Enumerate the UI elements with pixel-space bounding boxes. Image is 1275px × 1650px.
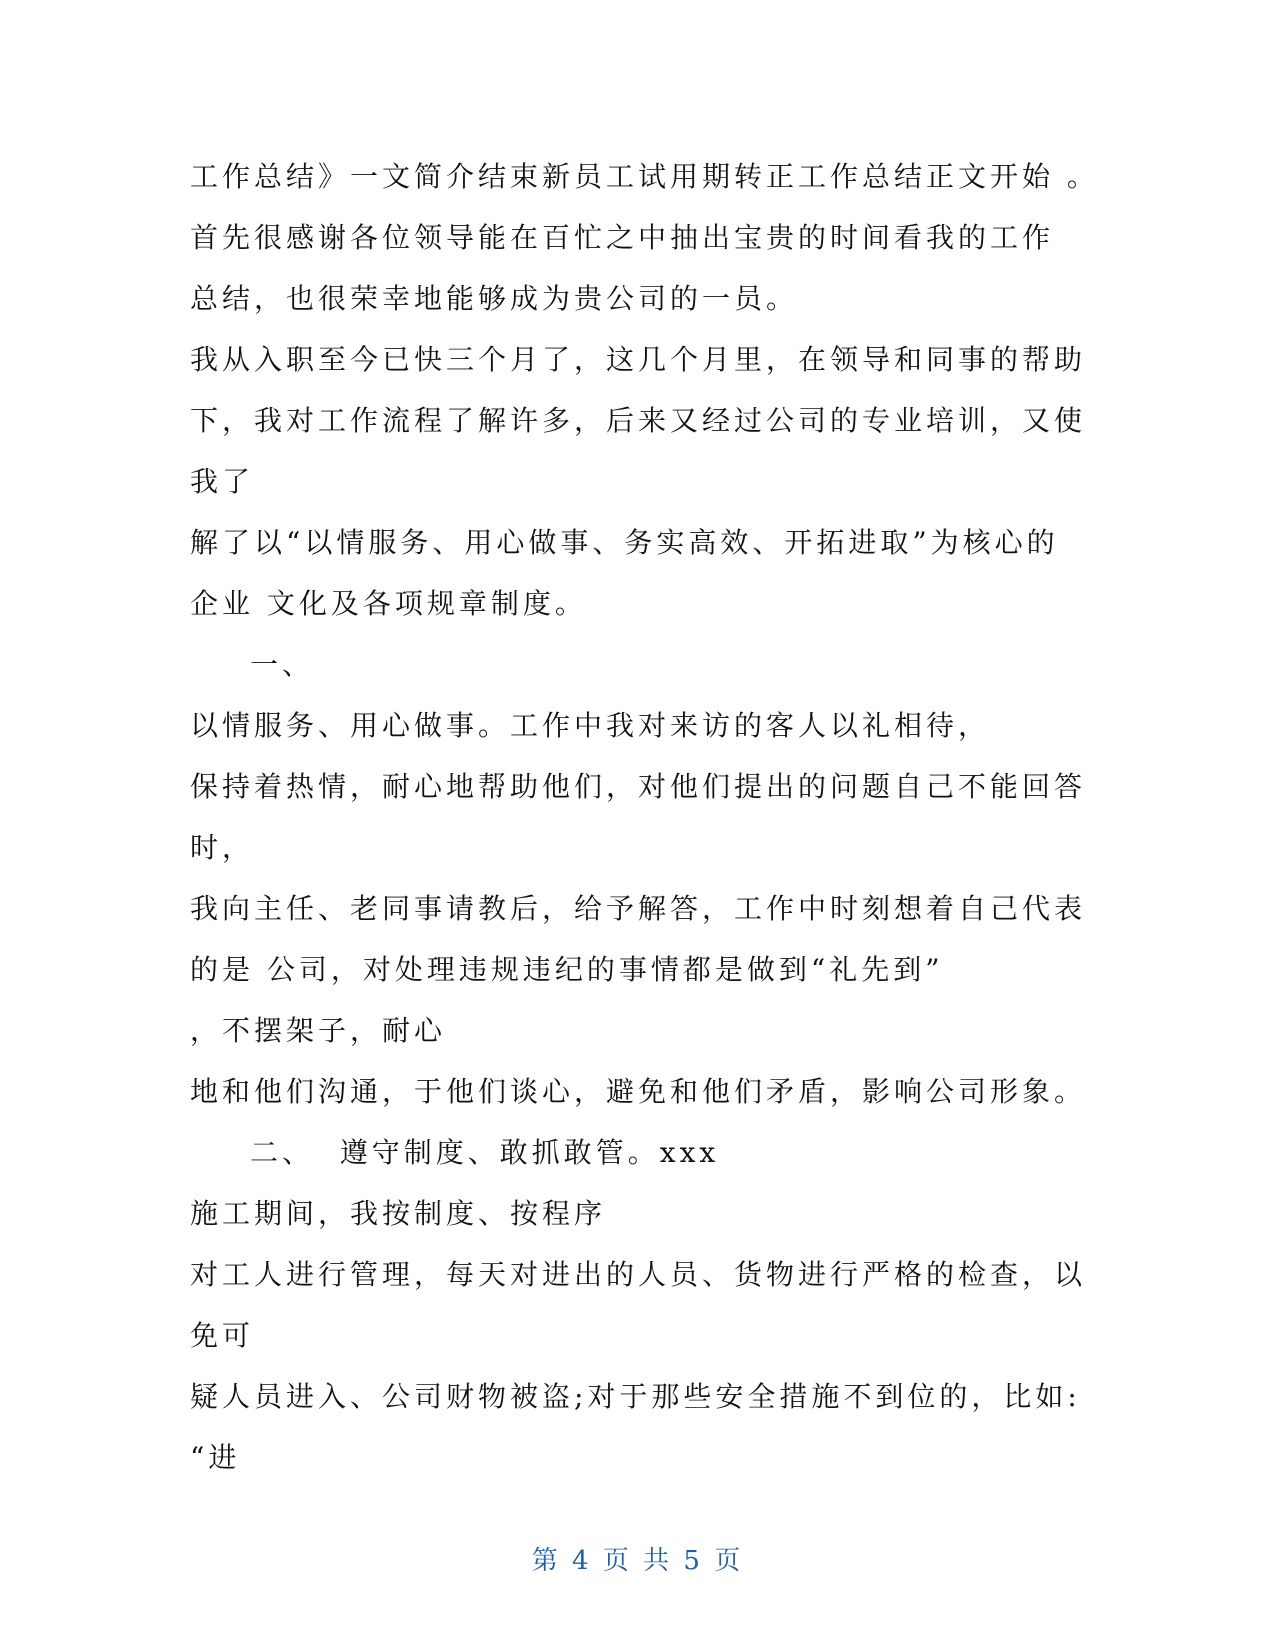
text-line: 一、	[250, 648, 315, 681]
text-line: 保持着热情，耐心地帮助他们，对他们提出的问题自己不能回答	[190, 770, 1087, 803]
page-footer: 第 4 页 共 5 页	[531, 1546, 744, 1576]
text-line: 地和他们沟通，于他们谈心，避免和他们矛盾，影响公司形象。	[190, 1075, 1087, 1108]
text-line: 二、 遵守制度、敢抓敢管。xxx	[250, 1136, 720, 1169]
text-line: 总结，也很荣幸地能够成为贵公司的一员。	[190, 282, 799, 315]
text-line: 施工期间，我按制度、按程序	[190, 1197, 607, 1230]
text-line: 免可	[190, 1319, 255, 1352]
text-line: 的是 公司，对处理违规违纪的事情都是做到“礼先到”	[190, 953, 944, 986]
text-line: 解了以“以情服务、用心做事、务实高效、开拓进取”为核心的	[190, 526, 1059, 559]
text-line: 以情服务、用心做事。工作中我对来访的客人以礼相待，	[190, 709, 991, 742]
text-line: 我从入职至今已快三个月了，这几个月里，在领导和同事的帮助	[190, 343, 1087, 376]
text-line: 企业 文化及各项规章制度。	[190, 587, 587, 620]
text-line: 下，我对工作流程了解许多，后来又经过公司的专业培训，又使	[190, 404, 1087, 437]
text-line: ，不摆架子，耐心	[190, 1014, 447, 1047]
text-line: 疑人员进入、公司财物被盗;对于那些安全措施不到位的，比如:	[190, 1380, 1081, 1413]
text-line: “进	[190, 1441, 241, 1474]
text-line: 工作总结》一文简介结束新员工试用期转正工作总结正文开始 。	[190, 160, 1099, 193]
text-line: 我向主任、老同事请教后，给予解答，工作中时刻想着自己代表	[190, 892, 1087, 925]
body-text	[190, 146, 1099, 1488]
text-line: 首先很感谢各位领导能在百忙之中抽出宝贵的时间看我的工作	[190, 221, 1055, 254]
text-line: 对工人进行管理，每天对进出的人员、货物进行严格的检查，以	[190, 1258, 1087, 1291]
text-line: 时，	[190, 831, 255, 864]
text-line: 我了	[190, 465, 255, 498]
